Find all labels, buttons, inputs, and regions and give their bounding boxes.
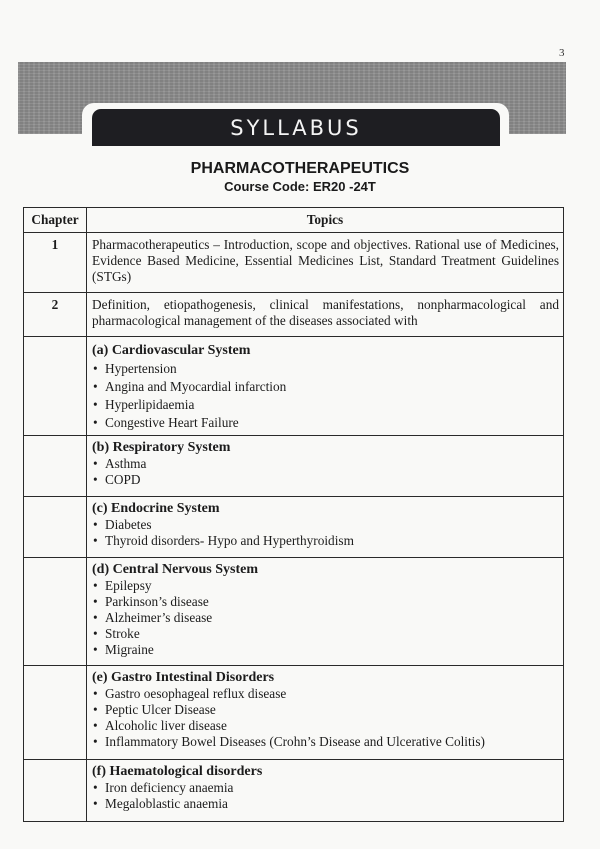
chapter-cell-empty [24,436,87,497]
section-heading: (f) Haematological disorders [92,764,263,779]
list-item [92,594,559,610]
table-row-section [24,436,564,497]
list-item [92,378,559,396]
course-title: PHARMACOTHERAPEUTICS [190,160,410,177]
syllabus-banner-label: SYLLABUS [230,115,362,140]
chapter-cell-empty [24,337,87,436]
course-code: Course Code: ER20 -24T [224,179,376,194]
bullet-icon: • [93,456,98,471]
bullet-icon: • [93,397,98,412]
column-header-topics: Topics [87,208,564,233]
list-item-text: Epilepsy [105,578,152,593]
section-heading: (c) Endocrine System [92,501,220,516]
list-item [92,533,559,549]
bullet-icon: • [93,702,98,717]
bullet-icon: • [93,415,98,430]
list-item [92,456,559,472]
list-item-text: Inflammatory Bowel Diseases (Crohn’s Disease and Ulcerative Colitis) [105,734,485,749]
bullet-icon: • [93,361,98,376]
list-item-text: Hypertension [105,361,177,376]
chapter-cell-empty [24,666,87,760]
list-item [92,718,559,734]
chapter-cell-empty [24,760,87,822]
bullet-icon: • [93,780,98,795]
list-item [92,414,559,432]
bullet-icon: • [93,533,98,548]
list-item [92,472,559,488]
topic-list [92,360,559,432]
topic-list [92,578,559,658]
section-heading: (d) Central Nervous System [92,562,259,577]
list-item [92,780,559,796]
syllabus-table [23,207,564,822]
chapter-cell-empty [24,558,87,666]
list-item [92,626,559,642]
table-row [24,293,564,337]
table-row-section [24,337,564,436]
list-item [92,578,559,594]
bullet-icon: • [93,610,98,625]
list-item-text: COPD [105,472,141,487]
bullet-icon: • [93,734,98,749]
bullet-icon: • [93,796,98,811]
list-item-text: Hyperlipidaemia [105,397,195,412]
list-item-text: Angina and Myocardial infarction [105,379,287,394]
section-cell [87,497,564,558]
bullet-icon: • [93,686,98,701]
list-item [92,610,559,626]
bullet-icon: • [93,626,98,641]
section-cell [87,760,564,822]
topic-list [92,686,559,750]
list-item [92,796,559,812]
bullet-icon: • [93,594,98,609]
column-header-chapter: Chapter [24,208,87,233]
syllabus-banner [92,109,500,146]
list-item-text: Gastro oesophageal reflux disease [105,686,287,701]
section-heading: (b) Respiratory System [92,440,231,455]
list-item-text: Peptic Ulcer Disease [105,702,216,717]
topic-text: Definition, etiopathogenesis, clinical manifestations, nonpharmacological and pharmacological management of the diseases associated with [87,293,564,337]
chapter-cell-empty [24,497,87,558]
list-item [92,360,559,378]
bullet-icon: • [93,379,98,394]
bullet-icon: • [93,642,98,657]
list-item [92,396,559,414]
list-item [92,686,559,702]
section-cell [87,666,564,760]
table-row-section [24,760,564,822]
list-item-text: Congestive Heart Failure [105,415,239,430]
chapter-number: 1 [24,233,87,293]
section-cell [87,436,564,497]
list-item-text: Parkinson’s disease [105,594,209,609]
topic-list [92,517,559,549]
list-item [92,734,559,750]
list-item-text: Megaloblastic anaemia [105,796,228,811]
section-heading: (a) Cardiovascular System [92,343,251,358]
table-row-section [24,497,564,558]
table-row-section [24,558,564,666]
bullet-icon: • [93,718,98,733]
topic-list [92,456,559,488]
section-cell [87,337,564,436]
list-item-text: Thyroid disorders- Hypo and Hyperthyroidism [105,533,354,548]
bullet-icon: • [93,517,98,532]
list-item-text: Alzheimer’s disease [105,610,213,625]
chapter-number: 2 [24,293,87,337]
list-item-text: Iron deficiency anaemia [105,780,234,795]
topic-list [92,780,559,812]
list-item-text: Alcoholic liver disease [105,718,227,733]
bullet-icon: • [93,472,98,487]
bullet-icon: • [93,578,98,593]
list-item [92,642,559,658]
section-cell [87,558,564,666]
table-row [24,233,564,293]
list-item-text: Asthma [105,456,147,471]
list-item-text: Diabetes [105,517,152,532]
table-header-row [24,208,564,233]
page-number: 3 [559,47,565,59]
table-row-section [24,666,564,760]
list-item-text: Migraine [105,642,154,657]
list-item [92,702,559,718]
list-item-text: Stroke [105,626,140,641]
section-heading: (e) Gastro Intestinal Disorders [92,670,275,685]
topic-text: Pharmacotherapeutics – Introduction, scope and objectives. Rational use of Medicines, Evidence Based Medicine, Essential Medicines List, Standard Treatment Guidelines (STGs) [87,233,564,293]
list-item [92,517,559,533]
